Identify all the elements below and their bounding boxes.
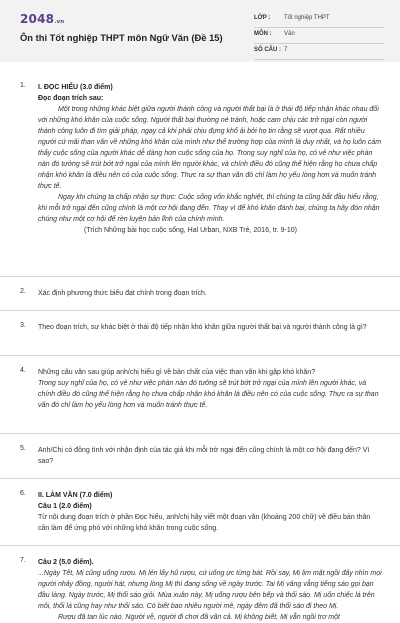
meta-label: LỚP : xyxy=(254,15,271,21)
question-body xyxy=(38,490,382,534)
passage-reference: (Trích Những bài học cuộc sống, Hal Urban, NXB Trẻ, 2016, tr. 9-10) xyxy=(84,227,297,234)
question-number: 6. xyxy=(20,490,26,497)
divider xyxy=(0,310,400,311)
question-body xyxy=(38,367,382,411)
question-text: Những câu văn sau giúp anh/chị hiểu gì về bản chất của việc than vãn khi gặp khó khăn? xyxy=(38,369,316,376)
sub-heading: Câu 2 (5.0 điểm). xyxy=(38,559,94,566)
question-number: 4. xyxy=(20,367,26,374)
question-text: Anh/Chị có đồng tình với nhận định của tác giả khi mỗi trở ngại đến cũng chính là một cơ hội đang đến? Vì sao? xyxy=(38,447,370,465)
question-text: Xác định phương thức biểu đạt chính trong đoạn trích. xyxy=(38,290,207,297)
meta-value: Tốt nghiệp THPT xyxy=(284,15,330,21)
meta-label: SỐ CÂU : xyxy=(254,47,281,53)
sub-heading: Câu 1 (2.0 điểm) xyxy=(38,503,92,510)
question-number: 3. xyxy=(20,322,26,329)
question-text: Từ nội dung đoạn trích ở phần Đọc hiểu, anh/chị hãy viết một đoạn văn (khoảng 200 chữ) về điều bản thân cần làm để ứng phó với những khó khăn trong cuộc sống. xyxy=(38,514,371,532)
section-heading: II. LÀM VĂN (7.0 điểm) xyxy=(38,492,113,499)
section-heading: I. ĐỌC HIỂU (3.0 điểm) xyxy=(38,84,113,91)
question-number: 1. xyxy=(20,82,26,89)
meta-row-class xyxy=(254,12,384,28)
divider xyxy=(0,433,400,434)
passage-paragraph: ...Ngày Tết, Mị cũng uống rượu. Mị lén lấy hũ rượu, cứ uống ực từng bát. Rồi say, Mị lịm mặt ngồi đấy nhìn mọi người nhảy đồng, người hát, nhưng lòng Mị thì đang sống về ngày trước. Tai Mị văng vẳng tiếng sáo gọi bạn đầu làng. Ngày trước, Mị thổi sáo giỏi. Mùa xuân này, Mị uống rượu bên bếp và thổi sáo. Mị uốn chiếc lá trên môi, thổi lá cũng hay như thổi sáo. Có biết bao nhiêu người mê, ngày đêm đã thổi sáo đi theo Mị. xyxy=(38,570,382,610)
passage-paragraph: Một trong những khác biệt giữa người thành công và người thất bại là ở thái độ tiếp nhận khác nhau đối với những khó khăn của cuộc sống. Người thất bại thường né tránh, hoặc cam chịu các trở ngại còn người thành công luôn đi tìm giải pháp, ngay cả khi phải chịu đựng khổ ải bởi họ tin rằng sẽ vượt qua. Rất nhiều người cứ mãi than vãn về những khó khăn của mình như thể trường hợp của mình là duy nhất, và họ luôn cảm thấy cuộc sống của người khác dễ dàng hơn cuộc sống của họ. Trong suy nghĩ của họ, có vẻ như việc phàn nàn đó tưởng sẽ trút bớt trở ngại của mình lên người khác, và chính điều đó cũng thể hiện rằng họ chưa chấp nhận khó khăn là điều nên có của cuộc sống. Thực ra sự than vãn đó chỉ làm họ yếu lòng hơn và muốn tránh thực tế. xyxy=(38,106,382,190)
divider xyxy=(0,355,400,356)
exam-content xyxy=(0,62,400,621)
meta-label: MÔN : xyxy=(254,31,272,37)
passage-paragraph: Ngay khi chúng ta chấp nhận sự thực: Cuộc sống vốn khắc nghiệt, thì chúng ta cũng bắt đầu hiểu rằng, khi mỗi trở ngại đến cũng chính là một cơ hội đang đến. Thay vì để khó khăn đánh bại, chúng ta hãy đón nhận chúng như một cơ hội để rèn luyện bản lĩnh của chính mình. xyxy=(38,194,380,223)
question-body xyxy=(38,82,382,236)
divider xyxy=(0,276,400,277)
meta-value: Văn xyxy=(284,31,295,37)
meta-row-subject xyxy=(254,28,384,44)
page-title: Ôn thi Tốt nghiệp THPT môn Ngữ Văn (Đề 15) xyxy=(20,32,223,43)
question-text: Theo đoạn trích, sự khác biệt ở thái độ tiếp nhận khó khăn giữa người thất bại và người thành công là gì? xyxy=(38,324,367,331)
meta-value: 7 xyxy=(284,47,288,53)
quoted-passage: Trong suy nghĩ của họ, có vẻ như việc phàn nàn đó tưởng sẽ trút bớt trở ngại của mình lên người khác, và chính điều đó cũng thể hiện rằng họ chưa chấp nhận khó khăn là điều nên có của cuộc sống. Thực ra sự than vãn đó chỉ làm họ yếu lòng hơn và muốn tránh thực tế. xyxy=(38,380,379,409)
question-number: 2. xyxy=(20,288,26,295)
question-number: 7. xyxy=(20,557,26,564)
meta-row-question-count xyxy=(254,44,384,60)
exam-meta-table xyxy=(254,12,384,60)
passage-paragraph: Rượu đã tan lúc nào. Người về, người đi chơi đã vãn cả. Mị không biết, Mị vẫn ngồi trơ một xyxy=(58,614,340,621)
question-body xyxy=(38,557,382,623)
question-number: 5. xyxy=(20,445,26,452)
site-logo[interactable]: 2048.vn xyxy=(20,12,65,26)
instruction: Đọc đoạn trích sau: xyxy=(38,95,104,102)
divider xyxy=(0,545,400,546)
page-header xyxy=(0,0,400,62)
divider xyxy=(0,478,400,479)
